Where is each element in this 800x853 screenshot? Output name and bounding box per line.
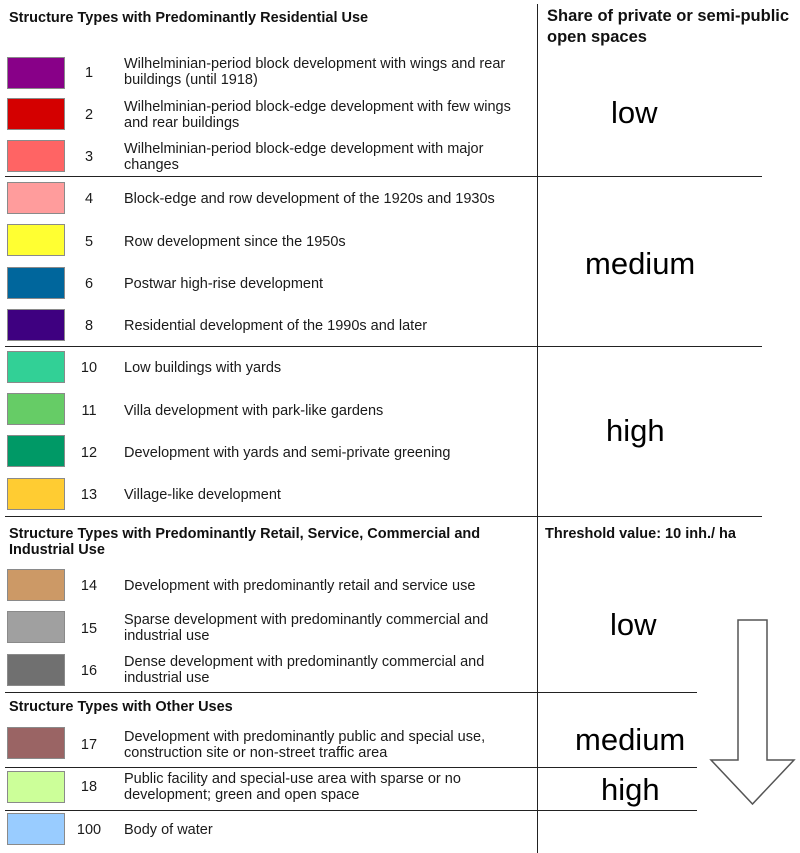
level-label-other-high: high: [601, 772, 660, 807]
legend-label-1: Wilhelminian-period block development with wings and rear buildings (until 1918): [124, 56, 506, 88]
level-label-commercial-low: low: [610, 607, 657, 642]
legend-label-18: Public facility and special-use area with sparse or no development; green and open space: [124, 771, 461, 803]
level-label-residential-medium: medium: [585, 246, 696, 281]
legend-swatch-18: [7, 771, 65, 803]
divider-medium-high: [5, 346, 762, 347]
legend-swatch-10: [7, 351, 65, 383]
legend-number-17: 17: [80, 737, 98, 753]
legend-label-6: Postwar high-rise development: [124, 276, 324, 292]
residential-section-title: Structure Types with Predominantly Residential Use: [9, 10, 369, 26]
legend-swatch-100: [7, 813, 65, 845]
legend-number-16: 16: [80, 663, 98, 679]
legend-swatch-17: [7, 727, 65, 759]
legend-label-11: Villa development with park-like gardens: [124, 403, 384, 419]
level-label-residential-high: high: [606, 413, 665, 448]
legend-swatch-13: [7, 478, 65, 510]
divider-medium-high-other: [5, 767, 697, 768]
legend-label-8: Residential development of the 1990s and later: [124, 318, 428, 334]
divider-residential-commercial: [5, 516, 762, 517]
legend-label-12: Development with yards and semi-private greening: [124, 445, 451, 461]
divider-low-medium: [5, 176, 762, 177]
legend-number-10: 10: [80, 360, 98, 376]
legend-number-1: 1: [84, 65, 94, 81]
legend-swatch-2: [7, 98, 65, 130]
legend-swatch-3: [7, 140, 65, 172]
legend-number-5: 5: [84, 234, 94, 250]
legend-swatch-1: [7, 57, 65, 89]
legend-swatch-4: [7, 182, 65, 214]
level-label-residential-low: low: [611, 95, 658, 130]
legend-swatch-14: [7, 569, 65, 601]
legend-label-15: Sparse development with predominantly commercial and industrial use: [124, 612, 489, 644]
legend-swatch-16: [7, 654, 65, 686]
legend-number-8: 8: [84, 318, 94, 334]
threshold-value-label: Threshold value: 10 inh./ ha: [545, 526, 736, 542]
legend-number-4: 4: [84, 191, 94, 207]
divider-water: [5, 810, 697, 811]
legend-label-100: Body of water: [124, 822, 213, 838]
legend-label-17: Development with predominantly public and special use, construction site or non-street traffic area: [124, 729, 486, 761]
legend-swatch-6: [7, 267, 65, 299]
legend-number-3: 3: [84, 149, 94, 165]
legend-label-3: Wilhelminian-period block-edge development with major changes: [124, 141, 484, 173]
commercial-section-title: Structure Types with Predominantly Retail, Service, Commercial and Industrial Use: [9, 526, 481, 558]
other-section-title: Structure Types with Other Uses: [9, 699, 233, 715]
column-divider: [537, 4, 538, 853]
legend-number-100: 100: [76, 822, 102, 838]
legend-number-2: 2: [84, 107, 94, 123]
legend-number-12: 12: [80, 445, 98, 461]
legend-label-14: Development with predominantly retail and service use: [124, 578, 476, 594]
legend-label-10: Low buildings with yards: [124, 360, 282, 376]
divider-commercial-other: [5, 692, 697, 693]
legend-number-15: 15: [80, 621, 98, 637]
share-open-spaces-title: Share of private or semi-public open spaces: [547, 7, 790, 46]
legend-swatch-11: [7, 393, 65, 425]
legend-swatch-15: [7, 611, 65, 643]
legend-swatch-5: [7, 224, 65, 256]
legend-number-13: 13: [80, 487, 98, 503]
legend-label-5: Row development since the 1950s: [124, 234, 346, 250]
legend-label-13: Village-like development: [124, 487, 281, 503]
legend-number-14: 14: [80, 578, 98, 594]
legend-label-16: Dense development with predominantly commercial and industrial use: [124, 654, 485, 686]
arrow-down-icon: [705, 615, 800, 810]
legend-swatch-8: [7, 309, 65, 341]
legend-number-11: 11: [81, 403, 97, 419]
legend-label-4: Block-edge and row development of the 1920s and 1930s: [124, 191, 495, 207]
legend-swatch-12: [7, 435, 65, 467]
legend-number-18: 18: [80, 779, 98, 795]
level-label-other-medium: medium: [575, 722, 686, 757]
legend-number-6: 6: [84, 276, 94, 292]
legend-label-2: Wilhelminian-period block-edge development with few wings and rear buildings: [124, 99, 511, 131]
